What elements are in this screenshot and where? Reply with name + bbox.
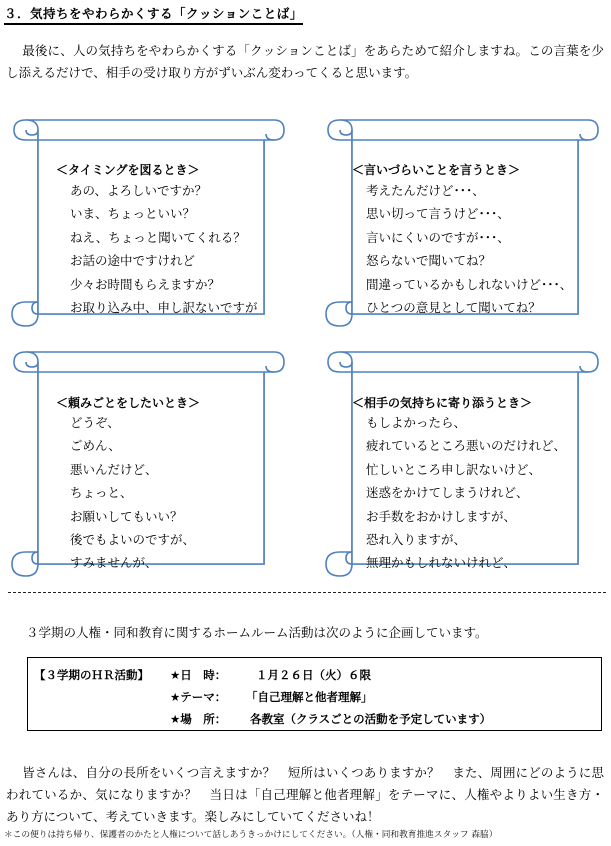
plan-label: 【３学期のＨＲ活動】 xyxy=(34,668,149,682)
card-title-hard-to-say: ＜言いづらいことを言うとき＞ xyxy=(352,163,521,177)
phrase-list-request xyxy=(70,411,195,575)
phrase-item: 間違っているかもしれないけど･･･、 xyxy=(366,276,573,292)
phrase-item: お取り込み中、申し訳ないですが xyxy=(70,300,258,316)
plan-value: 各教室（クラスごとの活動を予定しています） xyxy=(250,712,492,726)
phrase-item: あの、よろしいですか？ xyxy=(70,183,208,198)
phrase-item: お手数をおかけしますが、 xyxy=(366,508,517,524)
phrase-item: 怒らないで聞いてね？ xyxy=(366,253,492,269)
phrase-list-hard-to-say xyxy=(366,179,572,319)
phrase-list-timing xyxy=(70,179,258,319)
phrase-item: 後でもよいのですが、 xyxy=(70,532,196,548)
phrase-item: お話の途中ですけれど xyxy=(70,253,196,269)
scroll-card-timing xyxy=(8,108,284,330)
phrase-item: ごめん、 xyxy=(70,438,121,454)
scroll-card-empathy xyxy=(322,340,598,580)
phrase-item: 疲れているところ悪いのだけれど、 xyxy=(366,438,567,454)
plan-key: ★場 所： xyxy=(170,712,227,726)
phrase-item: ちょっと、 xyxy=(70,485,133,501)
plan-key: ★日 時： xyxy=(170,668,227,682)
plan-value: １月２６日（火）６限 xyxy=(256,668,371,682)
phrase-item: 考えたんだけど･･･、 xyxy=(366,183,485,198)
card-title-timing: ＜タイミングを図るとき＞ xyxy=(56,163,200,177)
phrase-item: 思い切って言うけど･･･、 xyxy=(366,206,510,222)
phrase-item: いま、ちょっといい？ xyxy=(70,206,196,222)
card-title-request: ＜頼みごとをしたいとき＞ xyxy=(56,396,201,410)
phrase-item: ねえ、ちょっと聞いてくれる？ xyxy=(70,229,246,245)
phrase-item: ひとつの意見として聞いてね？ xyxy=(366,300,541,316)
phrase-item: 忙しいところ申し訳ないけど、 xyxy=(366,461,542,477)
closing-paragraph: 皆さんは、自分の長所をいくつ言えますか？ 短所はいくつありますか？ また、周囲にどのように思われているか、気になりますか？ 当日は「自己理解と他者理解」をテーマに、人権やよりよい生き方・あり方について、考えていきます。楽しみにしていてくださいね！ xyxy=(6,765,604,824)
footnote: ＊この便りは持ち帰り、保護者のかたと人権について話しあうきっかけにしてください。（人権・同和教育推進スタッフ 森脇） xyxy=(4,830,498,840)
scroll-card-hard-to-say xyxy=(322,108,598,330)
phrase-item: 少々お時間もらえますか？ xyxy=(70,276,221,292)
phrase-item: もしよかったら、 xyxy=(366,415,467,430)
card-title-empathy: ＜相手の気持ちに寄り添うとき＞ xyxy=(352,396,533,410)
scroll-card-request xyxy=(8,340,284,580)
phrase-list-empathy xyxy=(366,411,566,575)
section-heading: ３．気持ちをやわらかくする「クッションことば」 xyxy=(4,4,303,25)
phrase-item: すみませんが、 xyxy=(70,555,158,571)
phrase-item: 無理かもしれないけれど、 xyxy=(366,555,517,571)
phrase-item: 言いにくいのですが･･･、 xyxy=(366,229,510,245)
dashed-divider xyxy=(8,592,606,593)
intro-paragraph: 最後に、人の気持ちをやわらかくする「クッションことば」をあらためて紹介しますね。この言葉を少し添えるだけで、相手の受け取り方がずいぶん変わってくると思います。 xyxy=(6,43,604,80)
phrase-item: 迷惑をかけてしまうけれど、 xyxy=(366,485,529,501)
plan-value: 「自己理解と他者理解」 xyxy=(246,690,373,704)
phrase-item: 恐れ入りますが、 xyxy=(366,532,467,548)
plan-key: ★テーマ： xyxy=(170,690,227,704)
hr-activity-box xyxy=(27,657,602,731)
phrase-item: どうぞ、 xyxy=(70,415,120,430)
phrase-item: お願いしてもいい？ xyxy=(70,508,183,524)
phrase-item: 悪いんだけど、 xyxy=(70,461,158,477)
plan-intro: ３学期の人権・同和教育に関するホームルーム活動は次のように企画しています。 xyxy=(26,625,488,640)
